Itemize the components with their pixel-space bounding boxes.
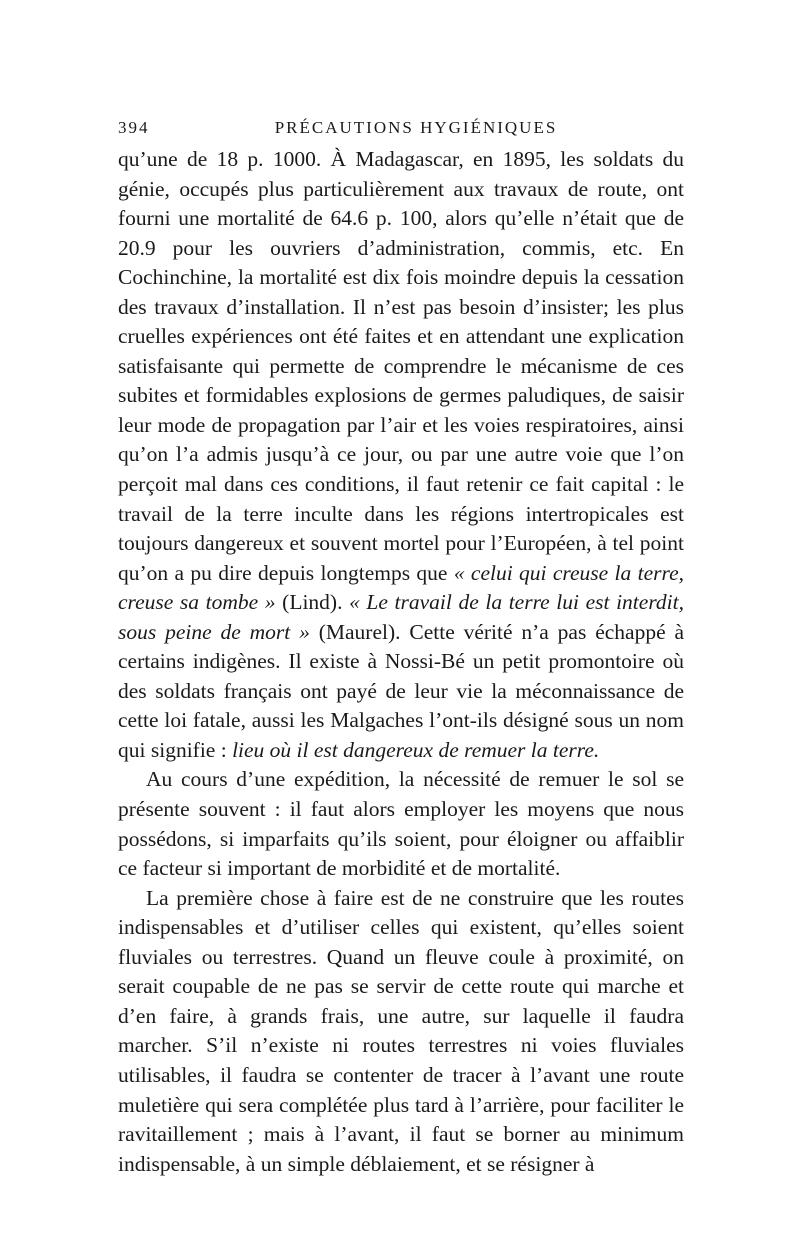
italic-quote-maurel: « Le travail de la terre lui est interdit, sous peine de mort » (118, 590, 684, 644)
paragraph-text: qu’une de 18 p. 1000. À Madagascar, en 1895, les soldats du génie, occupés plus particulièrement aux travaux de route, ont fourni une mortalité de 64.6 p. 100, alors qu’elle n’était que de 20.9 pour les ouvriers d’administration, commis, etc. En Cochinchine, la mortalité est dix fois moindre depuis la cessation des travaux d’installation. Il n’est pas besoin d’insister; les plus cruelles expériences ont été faites et en attendant une explication satisfaisante qui permette de comprendre le mécanisme de ces subites et formidables explosions de germes paludiques, de saisir leur mode de propagation par l’air et les voies respiratoires, ainsi qu’on l’a admis jusqu’à ce jour, ou par une autre voie que l’on perçoit mal dans ces conditions, il faut retenir ce fait capital : le travail de la terre inculte dans les régions intertropicales est toujours dangereux et souvent mortel pour l’Européen, à tel point qu’on a pu dire depuis longtemps que (118, 147, 684, 585)
italic-quote-malgache: lieu où il est dangereux de remuer la terre. (232, 737, 600, 762)
running-title: PRÉCAUTIONS HYGIÉNIQUES (274, 118, 558, 137)
paragraph: La première chose à faire est de ne construire que les routes indispensables et d’utiliser celles qui existent, qu’elles soient fluviales ou terrestres. Quand un fleuve coule à proximité, on serait coupable de ne pas se servir de cette route qui marche et d’en faire, à grands frais, une autre, sur laquelle il faudra marcher. S’il n’existe ni routes terrestres ni voies fluviales utilisables, il faudra se contenter de tracer à l’avant une route muletière qui sera complétée plus tard à l’arrière, pour faciliter le ravitaillement ; mais à l’avant, il faut se borner au minimum indispensable, à un simple déblaiement, et se résigner à (118, 885, 684, 1176)
paragraph-text: (Lind). (275, 590, 350, 615)
italic-quote-lind: « celui qui creuse la terre, creuse sa tombe » (118, 560, 684, 615)
body-text (118, 145, 684, 1179)
paragraph-text: (Maurel). Cette vérité n’a pas échappé à certains indigènes. Il existe à Nossi-Bé un petit promontoire où des soldats français ont payé de leur vie la méconnaissance de cette loi fatale, aussi les Malgaches l’ont-ils désigné sous un nom qui signifie : (118, 619, 685, 762)
paragraph (118, 145, 684, 765)
page-number: 394 (118, 118, 150, 137)
paragraph: Au cours d’une expédition, la nécessité de remuer le sol se présente souvent : il faut alors employer les moyens que nous possédons, si imparfaits qu’ils soient, pour éloigner ou affaiblir ce facteur si important de morbidité et de mortalité. (118, 767, 684, 881)
running-header (118, 118, 684, 142)
